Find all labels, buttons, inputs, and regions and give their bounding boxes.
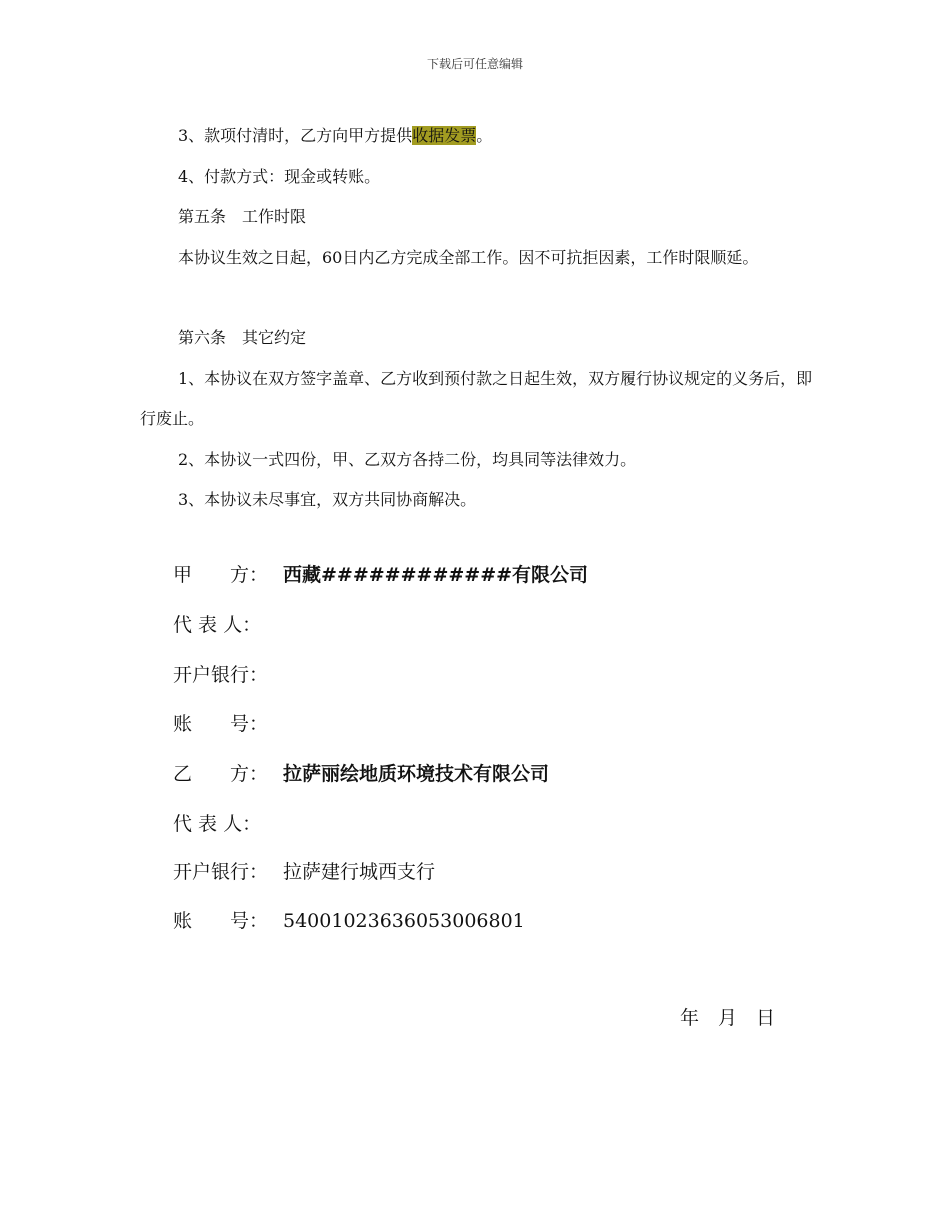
article-6-item-2: 2、本协议一式四份，甲、乙双方各持二份，均具同等法律效力。 <box>178 450 637 469</box>
party-a-row <box>173 560 588 590</box>
party-a-account-row <box>173 709 283 739</box>
article-5-title: 第五条 工作时限 <box>178 207 307 226</box>
highlighted-receipt-invoice: 收据发票 <box>412 126 477 145</box>
party-b-rep-row <box>173 809 283 839</box>
party-a-bank-label: 开户银行： <box>173 664 269 686</box>
party-b-bank-row <box>173 857 435 887</box>
clause-receipt <box>140 116 815 156</box>
article-5-body: 本协议生效之日起，60日内乙方完成全部工作。因不可抗拒因素，工作时限顺延。 <box>178 248 759 267</box>
party-b-bank-label: 开户银行： <box>173 861 269 883</box>
party-a-rep-row <box>173 610 283 640</box>
party-b-name: 拉萨丽绘地质环境技术有限公司 <box>283 763 550 785</box>
party-b-rep-label: 代 表 人： <box>173 813 262 835</box>
party-a-account-label: 账 号： <box>173 713 269 735</box>
article-6-title: 第六条 其它约定 <box>178 328 307 347</box>
article-6-item-3: 3、本协议未尽事宜，双方共同协商解决。 <box>178 490 477 509</box>
party-b-bank-value: 拉萨建行城西支行 <box>283 861 436 883</box>
party-a-name: 西藏############有限公司 <box>283 564 589 586</box>
signing-date: 年 月 日 <box>680 1007 776 1029</box>
party-b-label: 乙 方： <box>173 763 269 785</box>
party-b-account-row <box>173 906 525 936</box>
party-b-account-value: 54001023636053006801 <box>283 910 525 932</box>
party-a-bank-row <box>173 660 283 690</box>
party-a-rep-label: 代 表 人： <box>173 614 262 636</box>
clause-payment-method: 4、付款方式：现金或转账。 <box>178 167 381 186</box>
clause-receipt-end: 。 <box>476 126 493 145</box>
party-b-row <box>173 759 549 789</box>
page-header: 下载后可任意编辑 <box>426 57 523 71</box>
clause-receipt-text: 3、款项付清时，乙方向甲方提供 <box>178 126 413 145</box>
party-b-account-label: 账 号： <box>173 910 269 932</box>
party-a-label: 甲 方： <box>173 564 269 586</box>
article-6-item-1: 1、本协议在双方签字盖章、乙方收到预付款之日起生效，双方履行协议规定的义务后，即行废止。 <box>140 369 813 428</box>
